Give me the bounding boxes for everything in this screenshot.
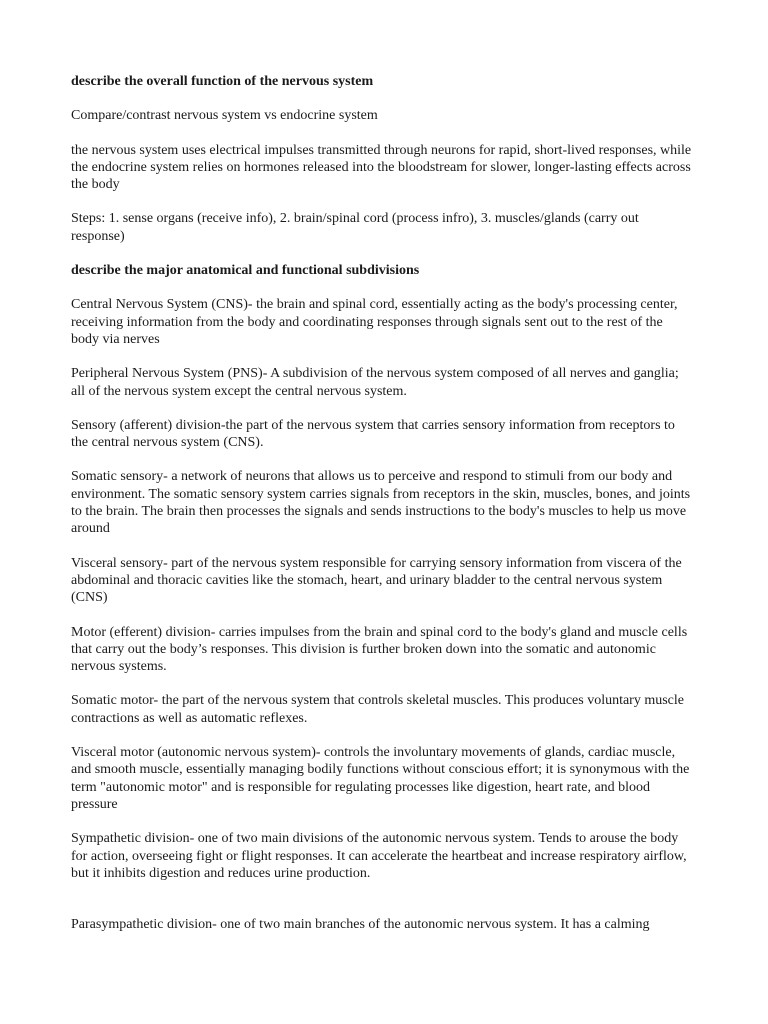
somatic-sensory-paragraph: Somatic sensory- a network of neurons that allows us to perceive and respond to stimuli from our body and environment. The somatic sensory system carries signals from receptors in the skin, muscles, bones, and joints to the brain. The brain then processes the signals and sends instructions to the body's muscles to help us move around <box>71 469 691 537</box>
compare-contrast-prompt: Compare/contrast nervous system vs endocrine system <box>71 108 378 124</box>
motor-division-paragraph: Motor (efferent) division- carries impulses from the brain and spinal cord to the body's gland and muscle cells that carry out the body’s responses. This division is further broken down into the somatic and autonomic nervous systems. <box>71 624 688 675</box>
comparison-paragraph: the nervous system uses electrical impulses transmitted through neurons for rapid, short-lived responses, while the endocrine system relies on hormones released into the bloodstream for slower, longer-lasting effects across the body <box>71 142 692 193</box>
cns-paragraph: Central Nervous System (CNS)- the brain and spinal cord, essentially acting as the body's processing center, receiving information from the body and coordinating responses through signals sent out to the rest of the body via nerves <box>71 297 678 347</box>
visceral-motor-paragraph: Visceral motor (autonomic nervous system)- controls the involuntary movements of glands, cardiac muscle, and smooth muscle, essentially managing bodily functions without conscious effort; it is synonymous with the term "autonomic motor" and is responsible for regulating processes like digestion, heart rate, and blood pressure <box>71 745 690 812</box>
somatic-motor-paragraph: Somatic motor- the part of the nervous system that controls skeletal muscles. This produces voluntary muscle contractions as well as automatic reflexes. <box>71 693 684 726</box>
document-body <box>71 73 693 950</box>
sensory-division-paragraph: Sensory (afferent) division-the part of the nervous system that carries sensory information from receptors to the central nervous system (CNS). <box>71 417 675 451</box>
section-heading-overall-function: describe the overall function of the nervous system <box>71 74 374 89</box>
visceral-sensory-paragraph: Visceral sensory- part of the nervous system responsible for carrying sensory information from viscera of the abdominal and thoracic cavities like the stomach, heart, and urinary bladder to the central nervous system (CNS) <box>71 555 682 606</box>
pns-paragraph: Peripheral Nervous System (PNS)- A subdivision of the nervous system composed of all nerves and ganglia; all of the nervous system except the central nervous system. <box>71 366 679 399</box>
sympathetic-division-paragraph: Sympathetic division- one of two main divisions of the autonomic nervous system. Tends to arouse the body for action, overseeing fight or flight responses. It can accelerate the heartbeat and increase respiratory airflow, but it inhibits digestion and reduces urine production. <box>71 831 687 881</box>
section-heading-subdivisions: describe the major anatomical and functional subdivisions <box>71 263 420 279</box>
steps-paragraph: Steps: 1. sense organs (receive info), 2. brain/spinal cord (process infro), 3. muscles/glands (carry out response) <box>71 211 639 244</box>
parasympathetic-division-paragraph: Parasympathetic division- one of two main branches of the autonomic nervous system. It has a calming <box>71 917 650 933</box>
